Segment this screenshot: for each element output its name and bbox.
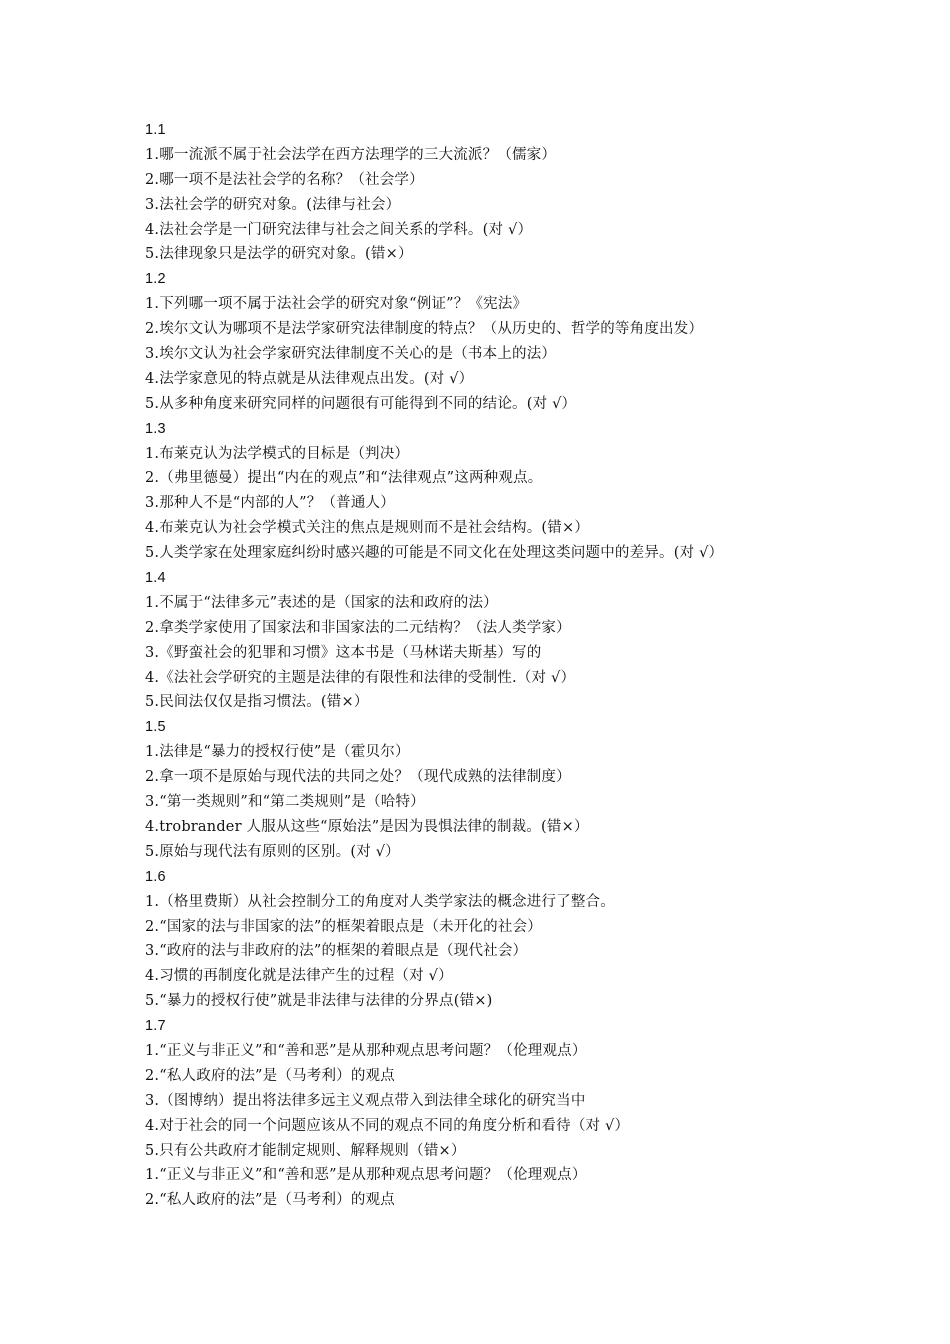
question-item: 2.（弗里德曼）提出“内在的观点”和“法律观点”这两种观点。 (145, 470, 543, 487)
question-item: 2.“私人政府的法”是（马考利）的观点 (145, 1192, 395, 1209)
section-title: 1.2 (145, 271, 166, 288)
question-item: 1.（格里费斯）从社会控制分工的角度对人类学家法的概念进行了整合。 (145, 893, 615, 910)
question-item: 4.对于社会的同一个问题应该从不同的观点不同的角度分析和看待（对 √） (145, 1117, 630, 1134)
question-item: 3.“政府的法与非政府的法”的框架的着眼点是（现代社会） (145, 943, 528, 960)
question-item: 4.trobrander 人服从这些“原始法”是因为畏惧法律的制裁。(错×） (145, 818, 589, 835)
question-item: 3.埃尔文认为社会学家研究法律制度不关心的是（书本上的法） (145, 346, 557, 363)
section-title: 1.4 (145, 570, 166, 587)
question-item: 5.从多种角度来研究同样的问题很有可能得到不同的结论。(对 √） (145, 395, 577, 412)
section-title: 1.6 (145, 868, 166, 885)
section-title: 1.1 (145, 122, 166, 138)
question-item: 2.“私人政府的法”是（马考利）的观点 (145, 1067, 395, 1084)
question-item: 5.人类学家在处理家庭纠纷时感兴趣的可能是不同文化在处理这类问题中的差异。(对 √） (145, 545, 724, 562)
question-item: 3.那种人不是“内部的人”？（普通人） (145, 495, 395, 512)
section-title: 1.7 (145, 1018, 166, 1035)
question-item: 2.哪一项不是法社会学的名称？（社会学） (145, 171, 424, 188)
question-item: 3.（图博纳）提出将法律多远主义观点带入到法律全球化的研究当中 (145, 1092, 586, 1109)
question-item: 5.“暴力的授权行使”就是非法律与法律的分界点(错×) (145, 993, 493, 1010)
question-item: 5.民间法仅仅是指习惯法。(错×） (145, 694, 369, 711)
question-item: 5.只有公共政府才能制定规则、解释规则（错×） (145, 1142, 466, 1159)
question-item: 4.布莱克认为社会学模式关注的焦点是规则而不是社会结构。(错×） (145, 520, 590, 537)
question-item: 3.《野蛮社会的犯罪和习惯》这本书是（马林诺夫斯基）写的 (145, 644, 542, 661)
question-item: 1.法律是“暴力的授权行使”是（霍贝尔） (145, 744, 410, 761)
question-item: 1.不属于“法律多元”表述的是（国家的法和政府的法） (145, 594, 498, 611)
question-item: 2.埃尔文认为哪项不是法学家研究法律制度的特点？（从历史的、哲学的等角度出发） (145, 321, 704, 338)
section-title: 1.5 (145, 719, 166, 736)
question-item: 4.法学家意见的特点就是从法律观点出发。(对 √） (145, 370, 474, 387)
question-item: 5.法律现象只是法学的研究对象。(错×） (145, 246, 413, 263)
question-item: 1.布莱克认为法学模式的目标是（判决） (145, 445, 410, 462)
question-item: 4.《法社会学研究的主题是法律的有限性和法律的受制性.（对 √） (145, 669, 576, 686)
question-item: 4.法社会学是一门研究法律与社会之间关系的学科。(对 √） (145, 221, 533, 238)
question-item: 2.“国家的法与非国家的法”的框架着眼点是（未开化的社会） (145, 918, 542, 935)
document-body (145, 118, 935, 1213)
question-item: 1.“正义与非正义”和“善和恶”是从那种观点思考问题？（伦理观点） (145, 1042, 587, 1059)
question-item: 3.“第一类规则”和“第二类规则”是（哈特） (145, 794, 425, 811)
question-item: 1.哪一流派不属于社会法学在西方法理学的三大流派？（儒家） (145, 146, 557, 163)
question-item: 3.法社会学的研究对象。(法律与社会） (145, 196, 401, 213)
question-item: 2.拿一项不是原始与现代法的共同之处？（现代成熟的法律制度） (145, 769, 571, 786)
question-item: 1.“正义与非正义”和“善和恶”是从那种观点思考问题？（伦理观点） (145, 1167, 587, 1184)
question-item: 2.拿类学家使用了国家法和非国家法的二元结构？（法人类学家） (145, 619, 571, 636)
question-item: 4.习惯的再制度化就是法律产生的过程（对 √） (145, 968, 453, 985)
section-title: 1.3 (145, 420, 166, 437)
question-item: 5.原始与现代法有原则的区别。(对 √） (145, 843, 400, 860)
question-item: 1.下列哪一项不属于法社会学的研究对象“例证”？《宪法》 (145, 296, 528, 313)
